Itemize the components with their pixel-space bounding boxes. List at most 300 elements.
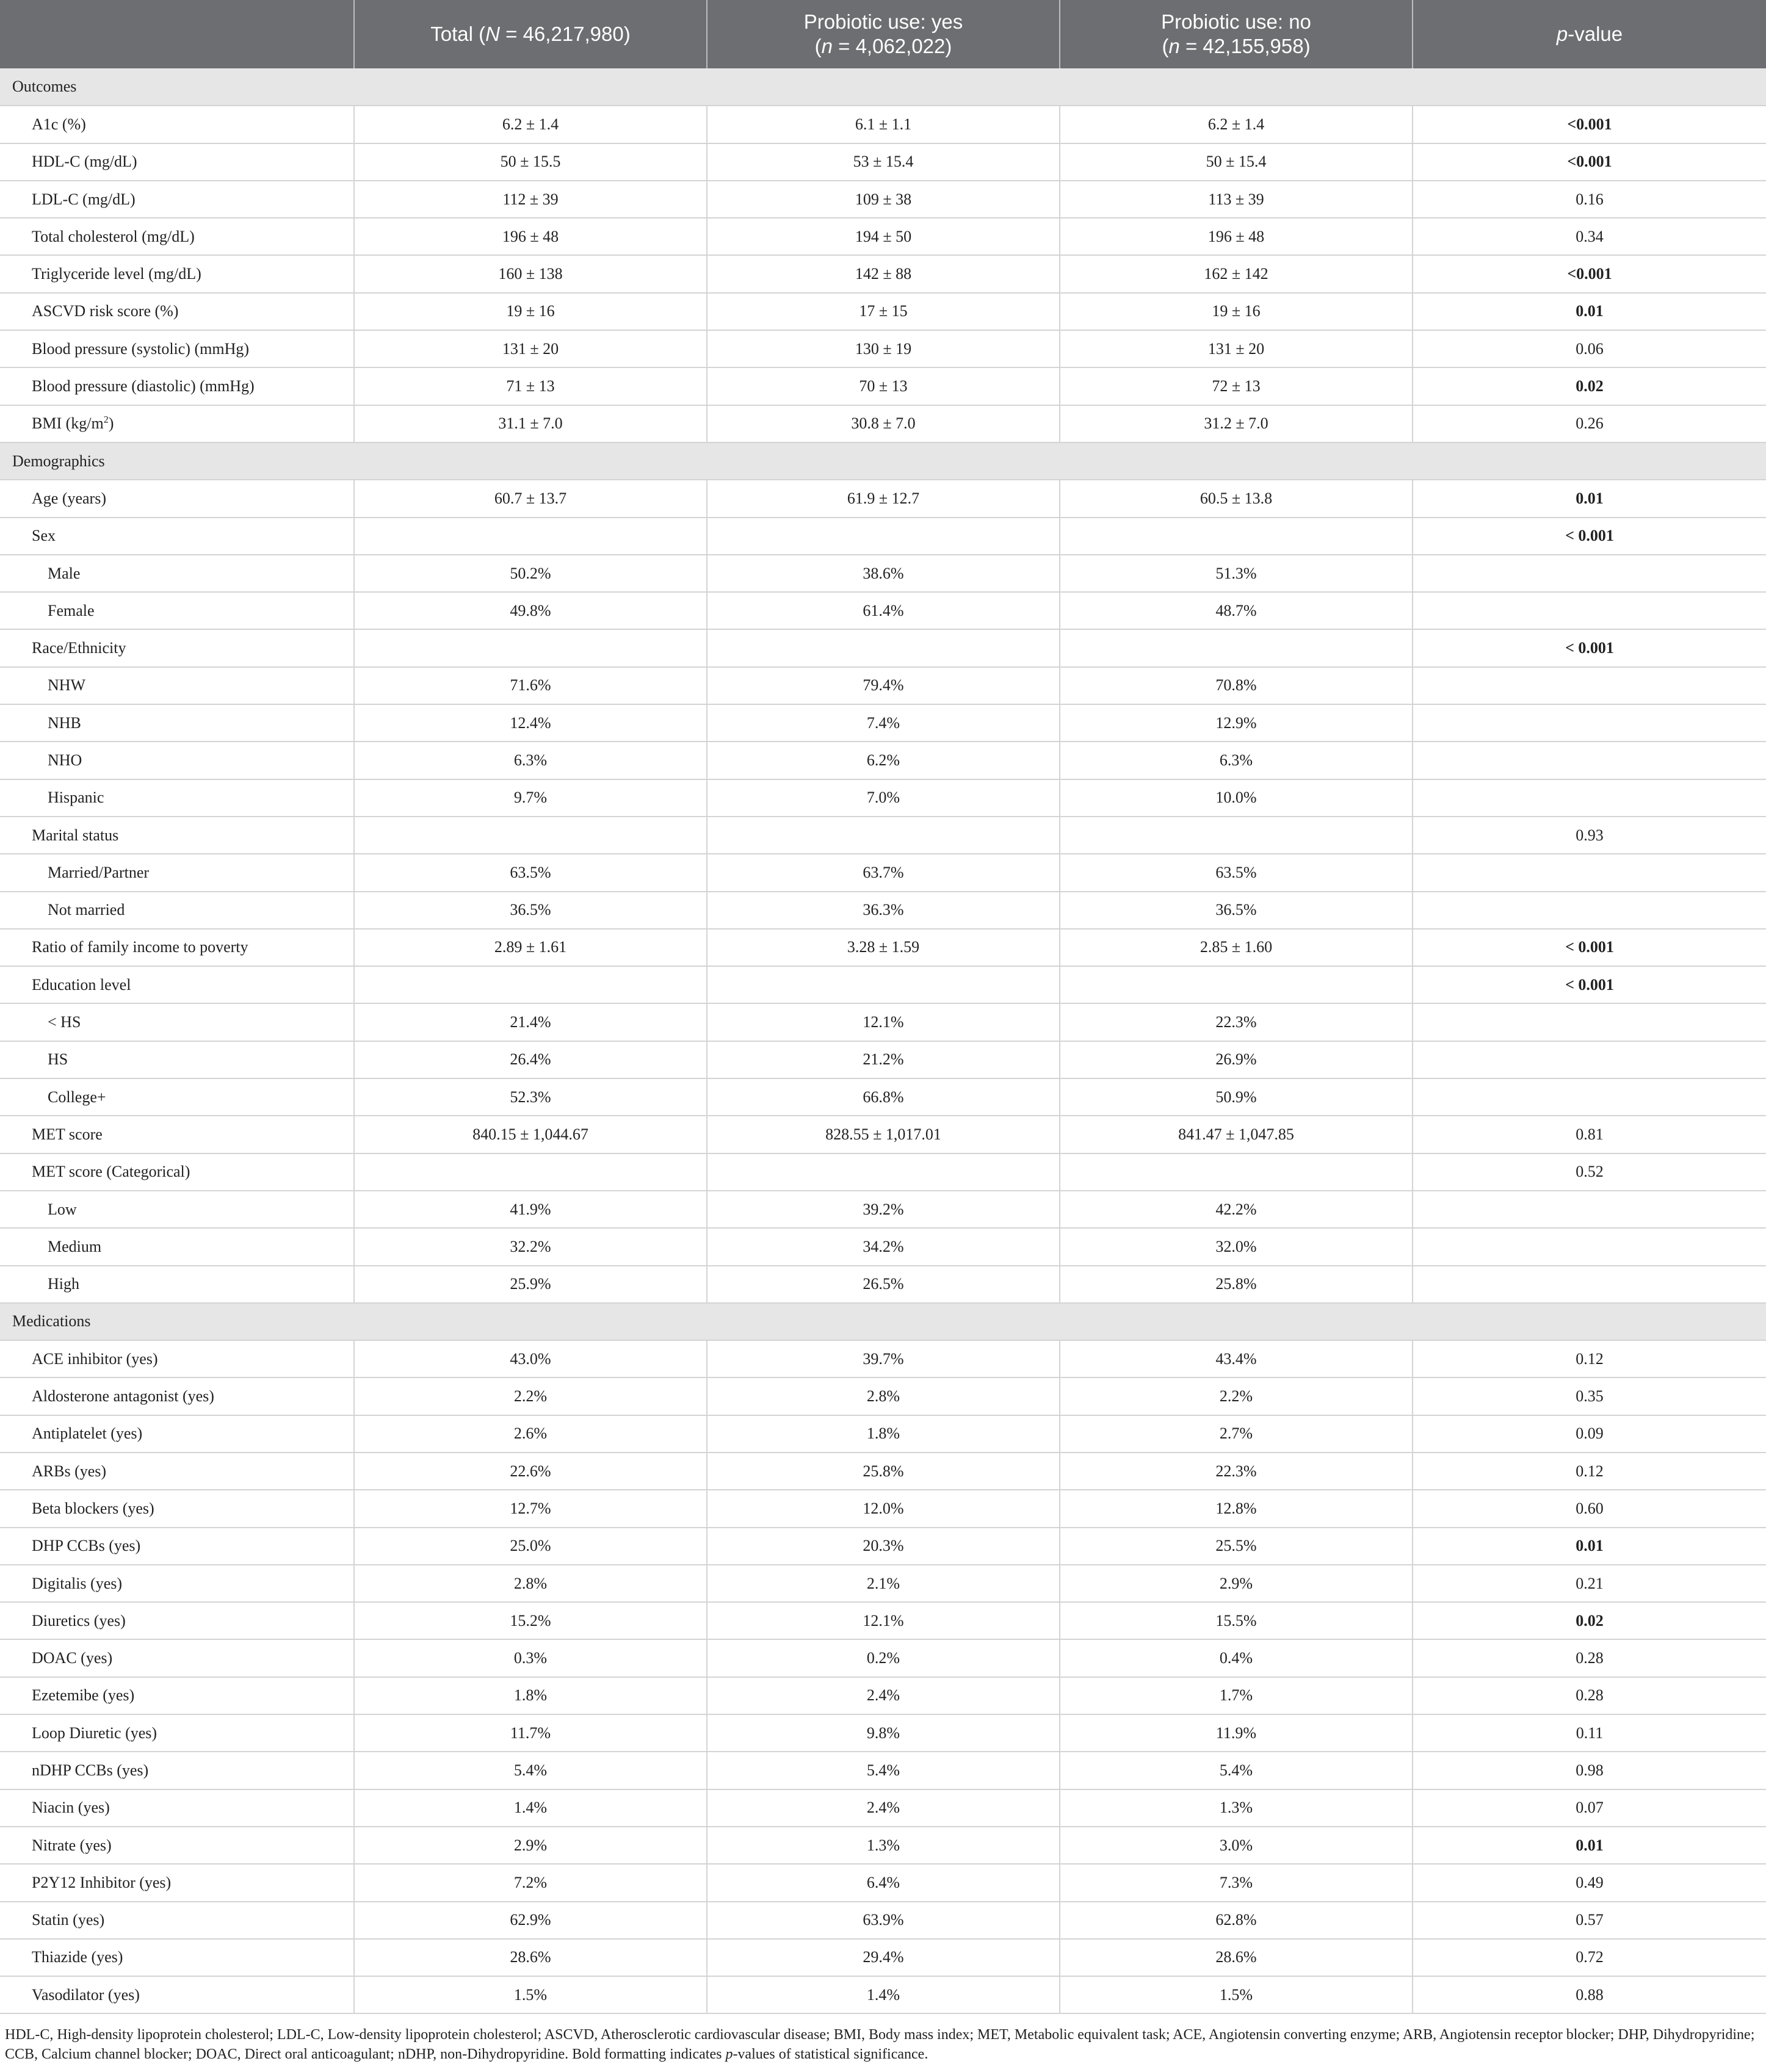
table-row xyxy=(0,1827,1766,1864)
probiotic-yes-value: 6.4% xyxy=(707,1864,1060,1901)
total-value: 11.7% xyxy=(354,1714,707,1752)
probiotic-no-value xyxy=(1060,817,1413,854)
section-row xyxy=(0,1303,1766,1340)
probiotic-no-value: 32.0% xyxy=(1060,1228,1413,1265)
probiotic-yes-value: 2.8% xyxy=(707,1377,1060,1415)
probiotic-no-value xyxy=(1060,966,1413,1003)
probiotic-yes-value: 130 ± 19 xyxy=(707,330,1060,367)
probiotic-yes-value: 1.3% xyxy=(707,1827,1060,1864)
table-row xyxy=(0,629,1766,666)
table-row xyxy=(0,1191,1766,1228)
p-value: 0.72 xyxy=(1413,1939,1766,1976)
total-value: 2.8% xyxy=(354,1565,707,1602)
row-label: College+ xyxy=(0,1078,354,1116)
total-value: 50 ± 15.5 xyxy=(354,143,707,181)
probiotic-no-value: 19 ± 16 xyxy=(1060,293,1413,330)
probiotic-no-value: 1.3% xyxy=(1060,1789,1413,1827)
row-label: Diuretics (yes) xyxy=(0,1602,354,1639)
probiotic-no-value: 48.7% xyxy=(1060,592,1413,629)
row-label: NHO xyxy=(0,742,354,779)
row-label: Ezetemibe (yes) xyxy=(0,1677,354,1714)
p-value: 0.16 xyxy=(1413,181,1766,218)
table-header xyxy=(0,0,1766,68)
probiotic-no-value: 42.2% xyxy=(1060,1191,1413,1228)
total-value: 31.1 ± 7.0 xyxy=(354,405,707,442)
p-value xyxy=(1413,1266,1766,1303)
probiotic-yes-value: 3.28 ± 1.59 xyxy=(707,929,1060,966)
probiotic-yes-value: 70 ± 13 xyxy=(707,367,1060,405)
probiotic-no-value: 70.8% xyxy=(1060,667,1413,704)
total-value: 131 ± 20 xyxy=(354,330,707,367)
probiotic-yes-value: 63.9% xyxy=(707,1902,1060,1939)
table-row xyxy=(0,667,1766,704)
probiotic-yes-value: 5.4% xyxy=(707,1752,1060,1789)
probiotic-no-value: 5.4% xyxy=(1060,1752,1413,1789)
header-total: Total (N = 46,217,980) xyxy=(354,0,707,68)
p-value: 0.01 xyxy=(1413,480,1766,517)
total-value: 21.4% xyxy=(354,1003,707,1041)
header-row xyxy=(0,0,1766,68)
p-value: 0.01 xyxy=(1413,1528,1766,1565)
table-row xyxy=(0,1714,1766,1752)
p-value: < 0.001 xyxy=(1413,629,1766,666)
row-label: Statin (yes) xyxy=(0,1902,354,1939)
row-label: Low xyxy=(0,1191,354,1228)
total-value xyxy=(354,629,707,666)
p-value: 0.81 xyxy=(1413,1116,1766,1153)
table-row xyxy=(0,1789,1766,1827)
total-value: 52.3% xyxy=(354,1078,707,1116)
table-row xyxy=(0,367,1766,405)
probiotic-yes-value: 6.2% xyxy=(707,742,1060,779)
total-value xyxy=(354,1153,707,1191)
section-label: Medications xyxy=(0,1303,1766,1340)
total-value: 0.3% xyxy=(354,1639,707,1677)
total-value: 7.2% xyxy=(354,1864,707,1901)
probiotic-no-value: 6.2 ± 1.4 xyxy=(1060,106,1413,143)
probiotic-yes-value xyxy=(707,817,1060,854)
total-value: 62.9% xyxy=(354,1902,707,1939)
row-label: Race/Ethnicity xyxy=(0,629,354,666)
probiotic-yes-value: 12.1% xyxy=(707,1602,1060,1639)
table-row xyxy=(0,1078,1766,1116)
row-label: NHW xyxy=(0,667,354,704)
table-row xyxy=(0,1677,1766,1714)
probiotic-yes-value: 17 ± 15 xyxy=(707,293,1060,330)
probiotic-yes-value xyxy=(707,518,1060,555)
probiotic-no-value: 25.5% xyxy=(1060,1528,1413,1565)
probiotic-yes-value: 109 ± 38 xyxy=(707,181,1060,218)
probiotic-no-value: 63.5% xyxy=(1060,854,1413,891)
table-row xyxy=(0,1266,1766,1303)
header-p-value: p-value xyxy=(1413,0,1766,68)
probiotic-yes-value: 38.6% xyxy=(707,555,1060,592)
table-row xyxy=(0,480,1766,517)
table-row xyxy=(0,1340,1766,1377)
total-value: 28.6% xyxy=(354,1939,707,1976)
table-row xyxy=(0,1377,1766,1415)
probiotic-yes-value: 2.4% xyxy=(707,1789,1060,1827)
probiotic-yes-value: 66.8% xyxy=(707,1078,1060,1116)
probiotic-yes-value: 828.55 ± 1,017.01 xyxy=(707,1116,1060,1153)
probiotic-yes-value: 61.4% xyxy=(707,592,1060,629)
probiotic-yes-value: 26.5% xyxy=(707,1266,1060,1303)
p-value: 0.09 xyxy=(1413,1415,1766,1453)
p-value: 0.35 xyxy=(1413,1377,1766,1415)
table-row xyxy=(0,1752,1766,1789)
row-label: nDHP CCBs (yes) xyxy=(0,1752,354,1789)
table-row xyxy=(0,1116,1766,1153)
p-value xyxy=(1413,667,1766,704)
probiotic-yes-value: 36.3% xyxy=(707,892,1060,929)
header-probiotic-yes: Probiotic use: yes (n = 4,062,022) xyxy=(707,0,1060,68)
row-label: Sex xyxy=(0,518,354,555)
header-probiotic-no: Probiotic use: no (n = 42,155,958) xyxy=(1060,0,1413,68)
table-row xyxy=(0,293,1766,330)
p-value: 0.60 xyxy=(1413,1490,1766,1527)
probiotic-yes-value: 39.2% xyxy=(707,1191,1060,1228)
row-label: Antiplatelet (yes) xyxy=(0,1415,354,1453)
probiotic-yes-value: 7.0% xyxy=(707,779,1060,817)
row-label: MET score xyxy=(0,1116,354,1153)
probiotic-no-value: 43.4% xyxy=(1060,1340,1413,1377)
total-value: 60.7 ± 13.7 xyxy=(354,480,707,517)
total-value: 2.2% xyxy=(354,1377,707,1415)
row-label: Male xyxy=(0,555,354,592)
p-value: < 0.001 xyxy=(1413,518,1766,555)
p-value xyxy=(1413,1228,1766,1265)
row-label: Marital status xyxy=(0,817,354,854)
table-row xyxy=(0,330,1766,367)
probiotic-no-value: 11.9% xyxy=(1060,1714,1413,1752)
row-label: Age (years) xyxy=(0,480,354,517)
probiotic-yes-value: 6.1 ± 1.1 xyxy=(707,106,1060,143)
total-value: 840.15 ± 1,044.67 xyxy=(354,1116,707,1153)
probiotic-no-value: 31.2 ± 7.0 xyxy=(1060,405,1413,442)
row-label: Total cholesterol (mg/dL) xyxy=(0,218,354,255)
total-value: 32.2% xyxy=(354,1228,707,1265)
total-value: 26.4% xyxy=(354,1041,707,1078)
total-value: 2.6% xyxy=(354,1415,707,1453)
total-value: 15.2% xyxy=(354,1602,707,1639)
row-label: BMI $(kg/m^2)$ xyxy=(0,405,354,442)
table-row xyxy=(0,1602,1766,1639)
total-value: 6.2 ± 1.4 xyxy=(354,106,707,143)
probiotic-no-value: 28.6% xyxy=(1060,1939,1413,1976)
total-value xyxy=(354,966,707,1003)
probiotic-no-value: 2.9% xyxy=(1060,1565,1413,1602)
probiotic-no-value: 7.3% xyxy=(1060,1864,1413,1901)
table-row xyxy=(0,1415,1766,1453)
row-label: HDL-C (mg/dL) xyxy=(0,143,354,181)
probiotic-no-value: 50 ± 15.4 xyxy=(1060,143,1413,181)
table-row xyxy=(0,854,1766,891)
table-row xyxy=(0,1453,1766,1490)
table-row xyxy=(0,742,1766,779)
row-label: < HS xyxy=(0,1003,354,1041)
p-value: 0.06 xyxy=(1413,330,1766,367)
p-value: < 0.001 xyxy=(1413,929,1766,966)
row-label: Triglyceride level (mg/dL) xyxy=(0,255,354,292)
probiotic-yes-value: 39.7% xyxy=(707,1340,1060,1377)
p-value xyxy=(1413,704,1766,742)
probiotic-yes-value xyxy=(707,1153,1060,1191)
table-row xyxy=(0,966,1766,1003)
total-value: 43.0% xyxy=(354,1340,707,1377)
total-value: 2.89 ± 1.61 xyxy=(354,929,707,966)
probiotic-no-value: 1.7% xyxy=(1060,1677,1413,1714)
table-row xyxy=(0,1902,1766,1939)
table-row xyxy=(0,1939,1766,1976)
probiotic-no-value: 22.3% xyxy=(1060,1453,1413,1490)
p-value xyxy=(1413,1003,1766,1041)
total-value: 9.7% xyxy=(354,779,707,817)
table-row xyxy=(0,518,1766,555)
p-value: 0.02 xyxy=(1413,1602,1766,1639)
row-label: Married/Partner xyxy=(0,854,354,891)
probiotic-no-value: 2.7% xyxy=(1060,1415,1413,1453)
probiotic-yes-value: 12.1% xyxy=(707,1003,1060,1041)
probiotic-no-value: 2.85 ± 1.60 xyxy=(1060,929,1413,966)
p-value: 0.12 xyxy=(1413,1453,1766,1490)
total-value: 1.4% xyxy=(354,1789,707,1827)
probiotic-no-value: 841.47 ± 1,047.85 xyxy=(1060,1116,1413,1153)
total-value: 25.0% xyxy=(354,1528,707,1565)
total-value: 50.2% xyxy=(354,555,707,592)
total-value: 41.9% xyxy=(354,1191,707,1228)
p-value xyxy=(1413,892,1766,929)
table-row xyxy=(0,255,1766,292)
row-label: Not married xyxy=(0,892,354,929)
total-value: 1.5% xyxy=(354,1976,707,2013)
row-label: Loop Diuretic (yes) xyxy=(0,1714,354,1752)
table-row xyxy=(0,779,1766,817)
row-label: DHP CCBs (yes) xyxy=(0,1528,354,1565)
total-value: 71.6% xyxy=(354,667,707,704)
section-row xyxy=(0,68,1766,106)
p-value: <0.001 xyxy=(1413,106,1766,143)
p-value: 0.21 xyxy=(1413,1565,1766,1602)
probiotic-no-value: 12.8% xyxy=(1060,1490,1413,1527)
probiotic-yes-value: 29.4% xyxy=(707,1939,1060,1976)
row-label: ASCVD risk score (%) xyxy=(0,293,354,330)
probiotic-no-value: 25.8% xyxy=(1060,1266,1413,1303)
table-row xyxy=(0,555,1766,592)
probiotic-no-value: 22.3% xyxy=(1060,1003,1413,1041)
p-value: 0.28 xyxy=(1413,1639,1766,1677)
probiotic-yes-value xyxy=(707,966,1060,1003)
total-value: 112 ± 39 xyxy=(354,181,707,218)
probiotic-yes-value: 25.8% xyxy=(707,1453,1060,1490)
p-value: 0.93 xyxy=(1413,817,1766,854)
probiotic-no-value xyxy=(1060,629,1413,666)
row-label: Hispanic xyxy=(0,779,354,817)
p-value xyxy=(1413,1041,1766,1078)
total-value: 25.9% xyxy=(354,1266,707,1303)
probiotic-no-value: 2.2% xyxy=(1060,1377,1413,1415)
total-value: 19 ± 16 xyxy=(354,293,707,330)
total-value: 196 ± 48 xyxy=(354,218,707,255)
probiotic-yes-value: 34.2% xyxy=(707,1228,1060,1265)
probiotic-no-value: 131 ± 20 xyxy=(1060,330,1413,367)
total-value: 63.5% xyxy=(354,854,707,891)
probiotic-no-value: 51.3% xyxy=(1060,555,1413,592)
p-value xyxy=(1413,592,1766,629)
probiotic-yes-value: 142 ± 88 xyxy=(707,255,1060,292)
section-label: Demographics xyxy=(0,442,1766,480)
table-row xyxy=(0,181,1766,218)
table-row xyxy=(0,106,1766,143)
total-value: 71 ± 13 xyxy=(354,367,707,405)
probiotic-no-value: 0.4% xyxy=(1060,1639,1413,1677)
probiotic-yes-value: 0.2% xyxy=(707,1639,1060,1677)
table-row xyxy=(0,592,1766,629)
p-value xyxy=(1413,1078,1766,1116)
probiotic-no-value: 15.5% xyxy=(1060,1602,1413,1639)
total-value xyxy=(354,817,707,854)
p-value: 0.01 xyxy=(1413,1827,1766,1864)
probiotic-no-value: 3.0% xyxy=(1060,1827,1413,1864)
row-label: ARBs (yes) xyxy=(0,1453,354,1490)
probiotic-no-value: 26.9% xyxy=(1060,1041,1413,1078)
probiotic-no-value: 10.0% xyxy=(1060,779,1413,817)
row-label: A1c (%) xyxy=(0,106,354,143)
p-value: 0.02 xyxy=(1413,367,1766,405)
section-label: Outcomes xyxy=(0,68,1766,106)
probiotic-yes-value: 12.0% xyxy=(707,1490,1060,1527)
probiotic-yes-value: 1.8% xyxy=(707,1415,1060,1453)
p-value: 0.52 xyxy=(1413,1153,1766,1191)
p-value xyxy=(1413,1191,1766,1228)
p-value: 0.34 xyxy=(1413,218,1766,255)
probiotic-no-value: 162 ± 142 xyxy=(1060,255,1413,292)
probiotic-yes-value: 20.3% xyxy=(707,1528,1060,1565)
row-label: Vasodilator (yes) xyxy=(0,1976,354,2013)
table-row xyxy=(0,1003,1766,1041)
table-row xyxy=(0,929,1766,966)
probiotic-no-value: 36.5% xyxy=(1060,892,1413,929)
table-row xyxy=(0,218,1766,255)
table-row xyxy=(0,405,1766,442)
p-value: < 0.001 xyxy=(1413,966,1766,1003)
p-value: 0.98 xyxy=(1413,1752,1766,1789)
p-value xyxy=(1413,854,1766,891)
probiotic-yes-value: 2.4% xyxy=(707,1677,1060,1714)
table-row xyxy=(0,1528,1766,1565)
row-label: Nitrate (yes) xyxy=(0,1827,354,1864)
probiotic-no-value: 72 ± 13 xyxy=(1060,367,1413,405)
probiotic-yes-value: 61.9 ± 12.7 xyxy=(707,480,1060,517)
p-value: 0.26 xyxy=(1413,405,1766,442)
row-label: P2Y12 Inhibitor (yes) xyxy=(0,1864,354,1901)
row-label: Digitalis (yes) xyxy=(0,1565,354,1602)
total-value: 36.5% xyxy=(354,892,707,929)
row-label: Blood pressure (diastolic) (mmHg) xyxy=(0,367,354,405)
p-value: <0.001 xyxy=(1413,143,1766,181)
total-value: 6.3% xyxy=(354,742,707,779)
row-label: Medium xyxy=(0,1228,354,1265)
row-label: HS xyxy=(0,1041,354,1078)
probiotic-yes-value: 7.4% xyxy=(707,704,1060,742)
row-label: High xyxy=(0,1266,354,1303)
table-footnote: HDL-C, High-density lipoprotein cholesterol; LDL-C, Low-density lipoprotein cholesterol; ASCVD, Atherosclerotic cardiovascular disease; BMI, Body mass index; MET, Metabolic equivalent task; ACE, Angiotensin converting enzyme; ARB, Angiotensin receptor blocker; DHP, Dihydropyridine; CCB, Calcium channel blocker; DOAC, Direct oral anticoagulant; nDHP, non-Dihydropyridine. Bold formatting indicates p-values of statistical significance. xyxy=(5,2027,1755,2062)
table-row xyxy=(0,892,1766,929)
probiotic-yes-value: 194 ± 50 xyxy=(707,218,1060,255)
probiotic-no-value xyxy=(1060,1153,1413,1191)
total-value: 12.4% xyxy=(354,704,707,742)
section-row xyxy=(0,442,1766,480)
probiotic-no-value: 113 ± 39 xyxy=(1060,181,1413,218)
probiotic-yes-value: 63.7% xyxy=(707,854,1060,891)
table-row xyxy=(0,817,1766,854)
probiotic-no-value: 60.5 ± 13.8 xyxy=(1060,480,1413,517)
row-label: Niacin (yes) xyxy=(0,1789,354,1827)
probiotic-yes-value xyxy=(707,629,1060,666)
total-value: 5.4% xyxy=(354,1752,707,1789)
row-label: Blood pressure (systolic) (mmHg) xyxy=(0,330,354,367)
row-label: DOAC (yes) xyxy=(0,1639,354,1677)
probiotic-no-value: 12.9% xyxy=(1060,704,1413,742)
p-value xyxy=(1413,555,1766,592)
p-value: <0.001 xyxy=(1413,255,1766,292)
table-row xyxy=(0,704,1766,742)
probiotic-no-value: 62.8% xyxy=(1060,1902,1413,1939)
total-value: 22.6% xyxy=(354,1453,707,1490)
row-label: Aldosterone antagonist (yes) xyxy=(0,1377,354,1415)
p-value: 0.88 xyxy=(1413,1976,1766,2013)
total-value: 12.7% xyxy=(354,1490,707,1527)
table-row xyxy=(0,1228,1766,1265)
p-value xyxy=(1413,779,1766,817)
total-value: 2.9% xyxy=(354,1827,707,1864)
table-row xyxy=(0,143,1766,181)
probiotic-yes-value: 1.4% xyxy=(707,1976,1060,2013)
row-label: Female xyxy=(0,592,354,629)
p-value: 0.49 xyxy=(1413,1864,1766,1901)
row-label: Ratio of family income to poverty xyxy=(0,929,354,966)
row-label: ACE inhibitor (yes) xyxy=(0,1340,354,1377)
p-value: 0.11 xyxy=(1413,1714,1766,1752)
row-label: LDL-C (mg/dL) xyxy=(0,181,354,218)
total-value xyxy=(354,518,707,555)
probiotic-yes-value: 30.8 ± 7.0 xyxy=(707,405,1060,442)
probiotic-no-value xyxy=(1060,518,1413,555)
table-row xyxy=(0,1153,1766,1191)
probiotic-no-value: 6.3% xyxy=(1060,742,1413,779)
table-body xyxy=(0,68,1766,2013)
total-value: 160 ± 138 xyxy=(354,255,707,292)
row-label: MET score (Categorical) xyxy=(0,1153,354,1191)
probiotic-yes-value: 2.1% xyxy=(707,1565,1060,1602)
row-label: Thiazide (yes) xyxy=(0,1939,354,1976)
p-value: 0.07 xyxy=(1413,1789,1766,1827)
probiotic-yes-value: 9.8% xyxy=(707,1714,1060,1752)
row-label: Beta blockers (yes) xyxy=(0,1490,354,1527)
probiotic-yes-value: 53 ± 15.4 xyxy=(707,143,1060,181)
total-value: 49.8% xyxy=(354,592,707,629)
total-value: 1.8% xyxy=(354,1677,707,1714)
table-row xyxy=(0,1864,1766,1901)
table-row xyxy=(0,1976,1766,2013)
table-row xyxy=(0,1565,1766,1602)
probiotic-no-value: 50.9% xyxy=(1060,1078,1413,1116)
probiotic-yes-value: 79.4% xyxy=(707,667,1060,704)
probiotic-no-value: 196 ± 48 xyxy=(1060,218,1413,255)
header-empty-cell xyxy=(0,0,354,68)
row-label: Education level xyxy=(0,966,354,1003)
row-label: NHB xyxy=(0,704,354,742)
p-value: 0.57 xyxy=(1413,1902,1766,1939)
